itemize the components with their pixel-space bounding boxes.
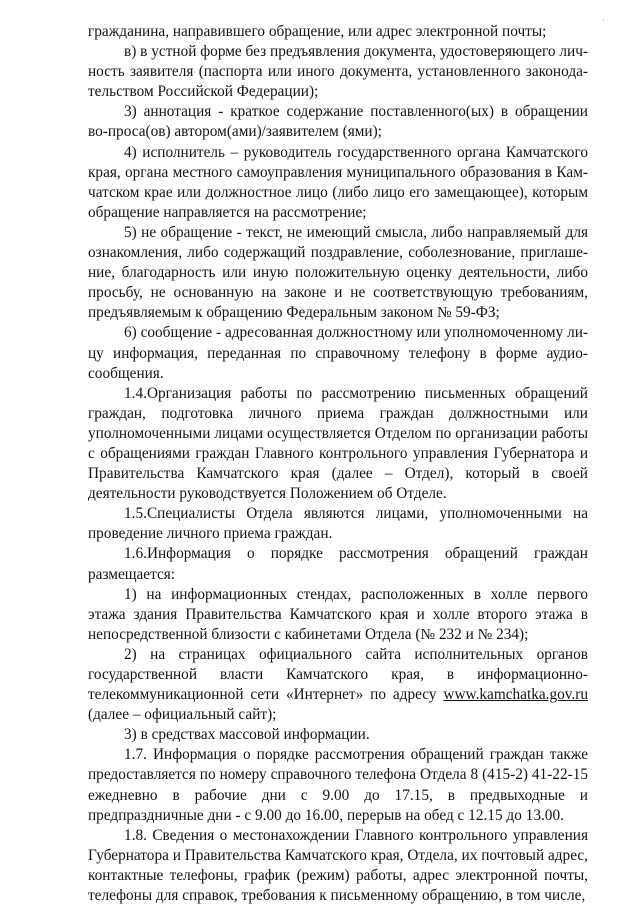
paragraph-continuation: гражданина, направившего обращение, или адрес электронной почты;	[88, 23, 547, 40]
paragraph-definition-message: 6) сообщение - адресованная должностному или уполномоченному ли-цу информация, переданная по справочному телефону в форме аудио-сообщения.	[88, 324, 588, 382]
website-text-before: 2) на страницах официального сайта исполнительных органов государственной власти Камчатского края, в информационно-телекоммуникационной сети «Интернет» по адресу	[88, 645, 588, 704]
paragraph-item-v: в) в устной форме без предъявления документа, удостоверяющего лич-ность заявителя (паспорта или иного документа, установленного законода-тельством Российской Федерации);	[88, 43, 588, 101]
paragraph-1-7: 1.7. Информация о порядке рассмотрения обращений граждан также предоставляется по номеру справочного телефона Отдела 8 (415-2) 41-22-15 ежедневно в рабочие дни с 9.00 до 17.15, в предвыходные и предпраздничные дни - с 9.00 до 16.00, перерыв на обед с 12.15 до 13.00.	[88, 746, 588, 824]
paragraph-1-4: 1.4.Организация работы по рассмотрению письменных обращений граждан, подготовка личного приема граждан должностными или уполномоченными лицами осуществляется Отделом по организации работы с обращениями граждан Главного контрольного управления Губернатора и Правительства Камчатского края (далее – Отдел), который в своей деятельности руководствуется Положением об Отделе.	[88, 384, 588, 503]
paragraph-definition-non-appeal: 5) не обращение - текст, не имеющий смысла, либо направляемый для ознакомления, либо содержащий поздравление, соболезнование, приглаше-ние, благодарность или иную положительную оценку деятельности, либо просьбу, не основанную на законе и не соответствующую требованиям, предъявляемым к обращению Федеральным законом № 59-ФЗ;	[88, 223, 588, 322]
scan-mark: ·	[602, 16, 605, 26]
paragraph-definition-executor: 4) исполнитель – руководитель государственного органа Камчатского края, органа местного самоуправления муниципального образования в Кам-чатском крае или должностное лицо (либо лицо его замещающее), которым обращение направляется на рассмотрение;	[88, 143, 588, 221]
document-page	[88, 22, 588, 906]
website-link[interactable]: www.kamchatka.gov.ru	[443, 686, 588, 704]
paragraph-1-8: 1.8. Сведения о местонахождении Главного контрольного управления Губернатора и Правительства Камчатского края, Отдела, их почтовый адрес, контактные телефоны, график (режим) работы, адрес электронной почты, телефоны для справок, требования к письменному обращению, в том числе,	[88, 826, 588, 905]
paragraph-1-5: 1.5.Специалисты Отдела являются лицами, уполномоченными на проведение личного приема граждан.	[88, 505, 588, 543]
paragraph-definition-annotation: 3) аннотация - краткое содержание поставленного(ых) в обращении во-проса(ов) автором(ами)/заявителем (ями);	[88, 103, 588, 141]
paragraph-info-website	[88, 645, 588, 725]
paragraph-1-6: 1.6.Информация о порядке рассмотрения обращений граждан размещается:	[88, 545, 588, 583]
website-text-after: (далее – официальный сайт);	[88, 706, 277, 724]
paragraph-info-media: 3) в средствах массовой информации.	[124, 726, 370, 744]
paragraph-info-stands: 1) на информационных стендах, расположенных в холле первого этажа здания Правительства Камчатского края и холле второго этажа в непосредственной близости с кабинетами Отдела (№ 232 и № 234);	[88, 585, 588, 643]
